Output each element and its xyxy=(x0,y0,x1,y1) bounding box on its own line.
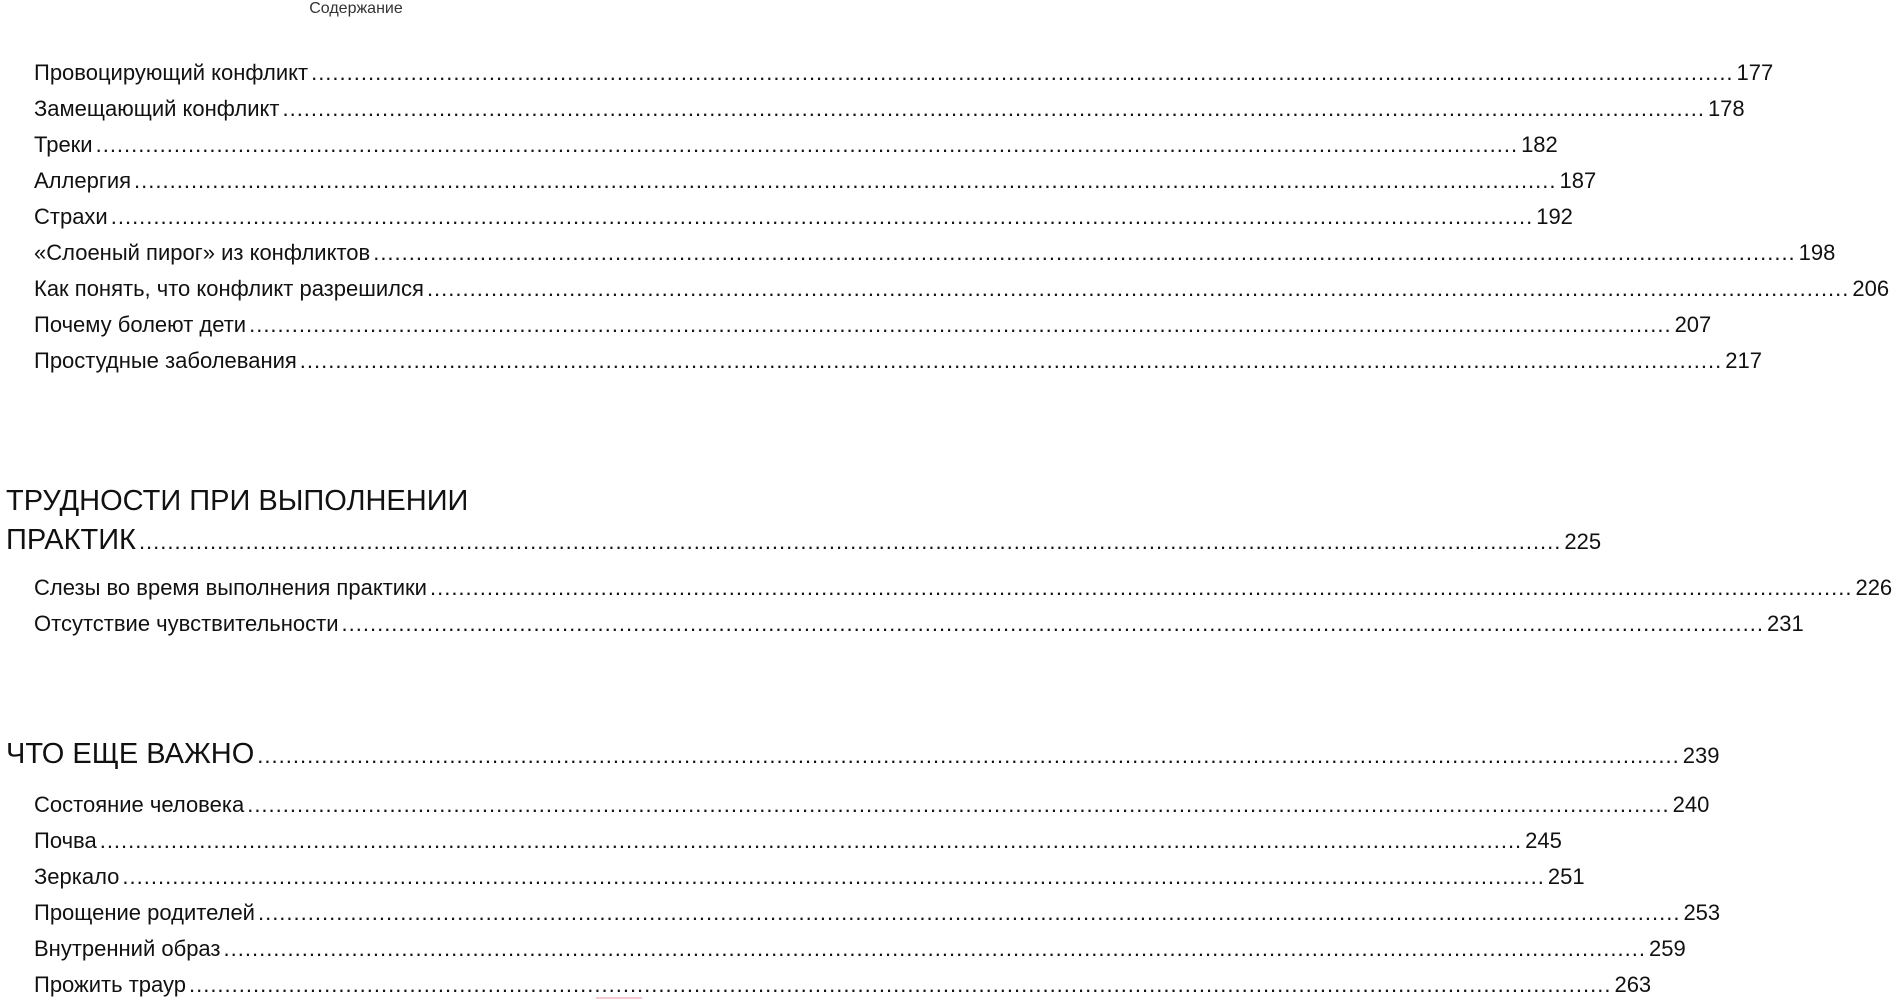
toc-entry-title: Зеркало xyxy=(34,864,120,889)
toc-entry[interactable] xyxy=(34,60,1774,86)
toc-entry-title: Почему болеют дети xyxy=(34,312,247,337)
toc-entry-title: Аллергия xyxy=(34,168,132,193)
toc-entry-title: Состояние человека xyxy=(34,792,245,817)
leader-dots: ........................................................................................................................................................................................................ xyxy=(95,132,1519,157)
toc-entry[interactable] xyxy=(34,936,1686,962)
toc-entry-title: Страхи xyxy=(34,204,108,229)
toc-entry[interactable] xyxy=(34,972,1652,998)
toc-entry[interactable] xyxy=(34,575,1892,601)
leader-dots: ........................................................................................................................................................................................................ xyxy=(188,972,1612,997)
toc-entry-page: 231 xyxy=(1766,611,1804,636)
leader-dots: ........................................................................................................................................................................................................ xyxy=(373,240,1796,265)
toc-entry-page: 240 xyxy=(1672,792,1710,817)
toc-entry[interactable] xyxy=(34,240,1836,266)
toc-entry-title: Как понять, что конфликт разрешился xyxy=(34,276,424,301)
toc-entry-title: Прощение родителей xyxy=(34,900,255,925)
section-title: ЧТО ЕЩЕ ВАЖНО xyxy=(6,738,255,770)
leader-dots: ........................................................................................................................................................................................................ xyxy=(138,529,1562,554)
toc-entry-page: 192 xyxy=(1536,204,1573,229)
toc-entry-page: 251 xyxy=(1547,864,1585,889)
leader-dots: ........................................................................................................................................................................................................ xyxy=(249,312,1672,337)
toc-entry-page: 178 xyxy=(1707,96,1745,121)
leader-dots: ........................................................................................................................................................................................................ xyxy=(223,936,1646,961)
toc-entry-title: Слезы во время выполнения практики xyxy=(34,575,427,600)
section-page: 239 xyxy=(1682,743,1720,768)
leader-dots: ........................................................................................................................................................................................................ xyxy=(247,792,1670,817)
toc-entry[interactable] xyxy=(34,828,1562,854)
toc-entry-page: 206 xyxy=(1852,276,1890,301)
toc-entry-page: 263 xyxy=(1614,972,1652,997)
toc-entry[interactable] xyxy=(34,132,1558,158)
toc-entry-title: Провоцирующий конфликт xyxy=(34,60,309,85)
toc-entry-page: 253 xyxy=(1683,900,1721,925)
leader-dots: ........................................................................................................................................................................................................ xyxy=(122,864,1545,889)
running-header: Содержание xyxy=(309,0,403,17)
toc-entry-title: Внутренний образ xyxy=(34,936,221,961)
toc-entry[interactable] xyxy=(34,900,1721,926)
leader-dots: ........................................................................................................................................................................................................ xyxy=(99,828,1523,853)
section-entry[interactable] xyxy=(6,523,1602,559)
toc-entry[interactable] xyxy=(34,611,1804,637)
leader-dots: ........................................................................................................................................................................................................ xyxy=(299,348,1723,373)
toc-entry[interactable] xyxy=(34,168,1597,194)
leader-dots: ........................................................................................................................................................................................................ xyxy=(311,60,1734,85)
section-title-line2: ПРАКТИК xyxy=(6,524,136,556)
toc-entry-title: Треки xyxy=(34,132,93,157)
toc-entry-title: «Слоеный пирог» из конфликтов xyxy=(34,240,371,265)
leader-dots: ........................................................................................................................................................................................................ xyxy=(429,575,1853,600)
toc-entry[interactable] xyxy=(34,348,1762,374)
toc-entry-page: 207 xyxy=(1674,312,1712,337)
toc-entry[interactable] xyxy=(34,792,1710,818)
toc-entry[interactable] xyxy=(34,312,1712,338)
toc-entry-page: 259 xyxy=(1648,936,1686,961)
section-title-line1: ТРУДНОСТИ ПРИ ВЫПОЛНЕНИИ xyxy=(6,485,469,517)
toc-entry-title: Прожить траур xyxy=(34,972,186,997)
toc-entry[interactable] xyxy=(34,204,1573,230)
leader-dots: ........................................................................................................................................................................................................ xyxy=(282,96,1705,121)
toc-entry-page: 177 xyxy=(1736,60,1774,85)
toc-entry-page: 226 xyxy=(1855,575,1892,600)
toc-entry-page: 198 xyxy=(1798,240,1836,265)
leader-dots: ........................................................................................................................................................................................................ xyxy=(341,611,1764,636)
toc-entry-title: Почва xyxy=(34,828,97,853)
toc-entry[interactable] xyxy=(34,96,1745,122)
leader-dots: ........................................................................................................................................................................................................ xyxy=(134,168,1557,193)
toc-entry-title: Замещающий конфликт xyxy=(34,96,280,121)
leader-dots: ........................................................................................................................................................................................................ xyxy=(426,276,1850,301)
toc-entry-page: 182 xyxy=(1521,132,1558,157)
section-page: 225 xyxy=(1564,529,1602,554)
toc-entry[interactable] xyxy=(34,864,1585,890)
section-entry[interactable] xyxy=(6,737,1720,773)
leader-dots: ........................................................................................................................................................................................................ xyxy=(110,204,1534,229)
toc-entry-page: 187 xyxy=(1559,168,1597,193)
toc-entry-page: 217 xyxy=(1725,348,1762,373)
toc-entry[interactable] xyxy=(34,276,1890,302)
leader-dots: ........................................................................................................................................................................................................ xyxy=(257,900,1681,925)
page-edge-mark xyxy=(596,997,642,999)
toc-entry-page: 245 xyxy=(1525,828,1562,853)
toc-entry-title: Отсутствие чувствительности xyxy=(34,611,339,636)
leader-dots: ........................................................................................................................................................................................................ xyxy=(257,743,1680,768)
toc-entry-title: Простудные заболевания xyxy=(34,348,297,373)
